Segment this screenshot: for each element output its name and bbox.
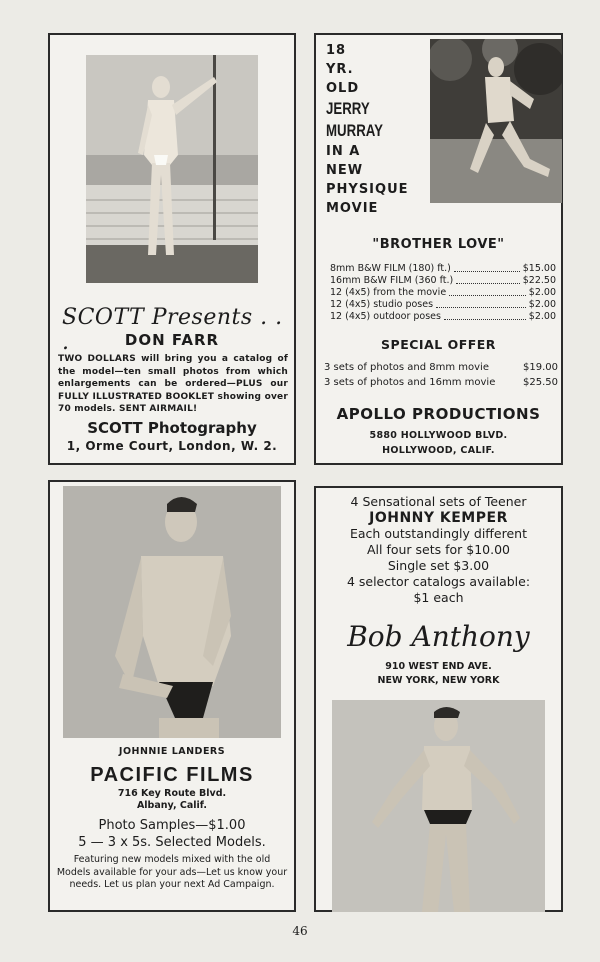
photo-jerry-murray: [430, 39, 562, 203]
company-name: APOLLO PRODUCTIONS: [336, 405, 541, 423]
ad-description: Featuring new models mixed with the old Models available for your ads—Let us know your needs. Let us plan your next Ad Campaign.: [56, 854, 288, 890]
ad-bob-anthony: [314, 486, 563, 912]
model-last-name: MURRAY: [326, 121, 383, 140]
price-row: 16mm B&W FILM (360 ft.) $22.50: [330, 275, 556, 286]
brand-name: Bob Anthony: [347, 620, 530, 653]
price-row: 12 (4x5) from the movie $2.00: [330, 287, 556, 298]
ad-scott-photography: [48, 33, 296, 465]
offer-row: 3 sets of photos and 8mm movie $19.00: [324, 362, 558, 373]
company-address: 910 WEST END AVE. NEW YORK, NEW YORK: [377, 661, 500, 686]
model-name: DON FARR: [124, 331, 220, 349]
price-row: 12 (4x5) studio poses $2.00: [330, 299, 556, 310]
ad-intro: 18 YR. OLD JERRY MURRAY IN A NEW PHYSIQUE MOVIE: [326, 43, 409, 216]
movie-title: "BROTHER LOVE": [372, 237, 505, 252]
price-row: 8mm B&W FILM (180) ft.) $15.00: [330, 263, 556, 274]
offer-list: [324, 360, 558, 390]
special-offer-heading: SPECIAL OFFER: [381, 337, 496, 352]
company-address: 716 Key Route Blvd. Albany, Calif.: [117, 788, 227, 811]
photo-don-farr: [86, 55, 258, 283]
model-first-name: JERRY: [326, 99, 370, 118]
price-row: 12 (4x5) outdoor poses $2.00: [330, 311, 556, 322]
page-number: 46: [292, 924, 308, 938]
price-list: [330, 263, 556, 323]
offer-row: 3 sets of photos and 16mm movie $25.50: [324, 377, 558, 388]
company-address: 5880 HOLLYWOOD BLVD. HOLLYWOOD, CALIF.: [369, 430, 508, 456]
ad-heading: SCOTT Presents . . .: [62, 305, 283, 355]
photo-johnny-kemper: [332, 700, 545, 912]
model-name: JOHNNIE LANDERS: [118, 746, 226, 757]
photo-samples: Photo Samples—$1.00 5 — 3 x 5s. Selected Models.: [78, 818, 266, 850]
ad-apollo-productions: [314, 33, 563, 465]
company-name: PACIFIC FILMS: [90, 764, 254, 786]
photo-johnnie-landers: [63, 486, 281, 738]
company-address: 1, Orme Court, London, W. 2.: [66, 439, 278, 453]
ad-offer-text: 4 Sensational sets of Teener JOHNNY KEMPER Each outstandingly different All four sets for $10.00 Single set $3.00 4 selector catalogs available: $1 each: [316, 494, 561, 606]
ad-pacific-films: [48, 480, 296, 912]
company-name: SCOTT Photography: [87, 419, 257, 437]
ad-description: TWO DOLLARS will bring you a catalog of the model—ten small photos from which enlargements can be ordered—PLUS our FULLY ILLUSTRATED BOOKLET showing over 70 models. SENT AIRMAIL!: [58, 354, 288, 415]
model-name: JOHNNY KEMPER: [369, 510, 508, 526]
